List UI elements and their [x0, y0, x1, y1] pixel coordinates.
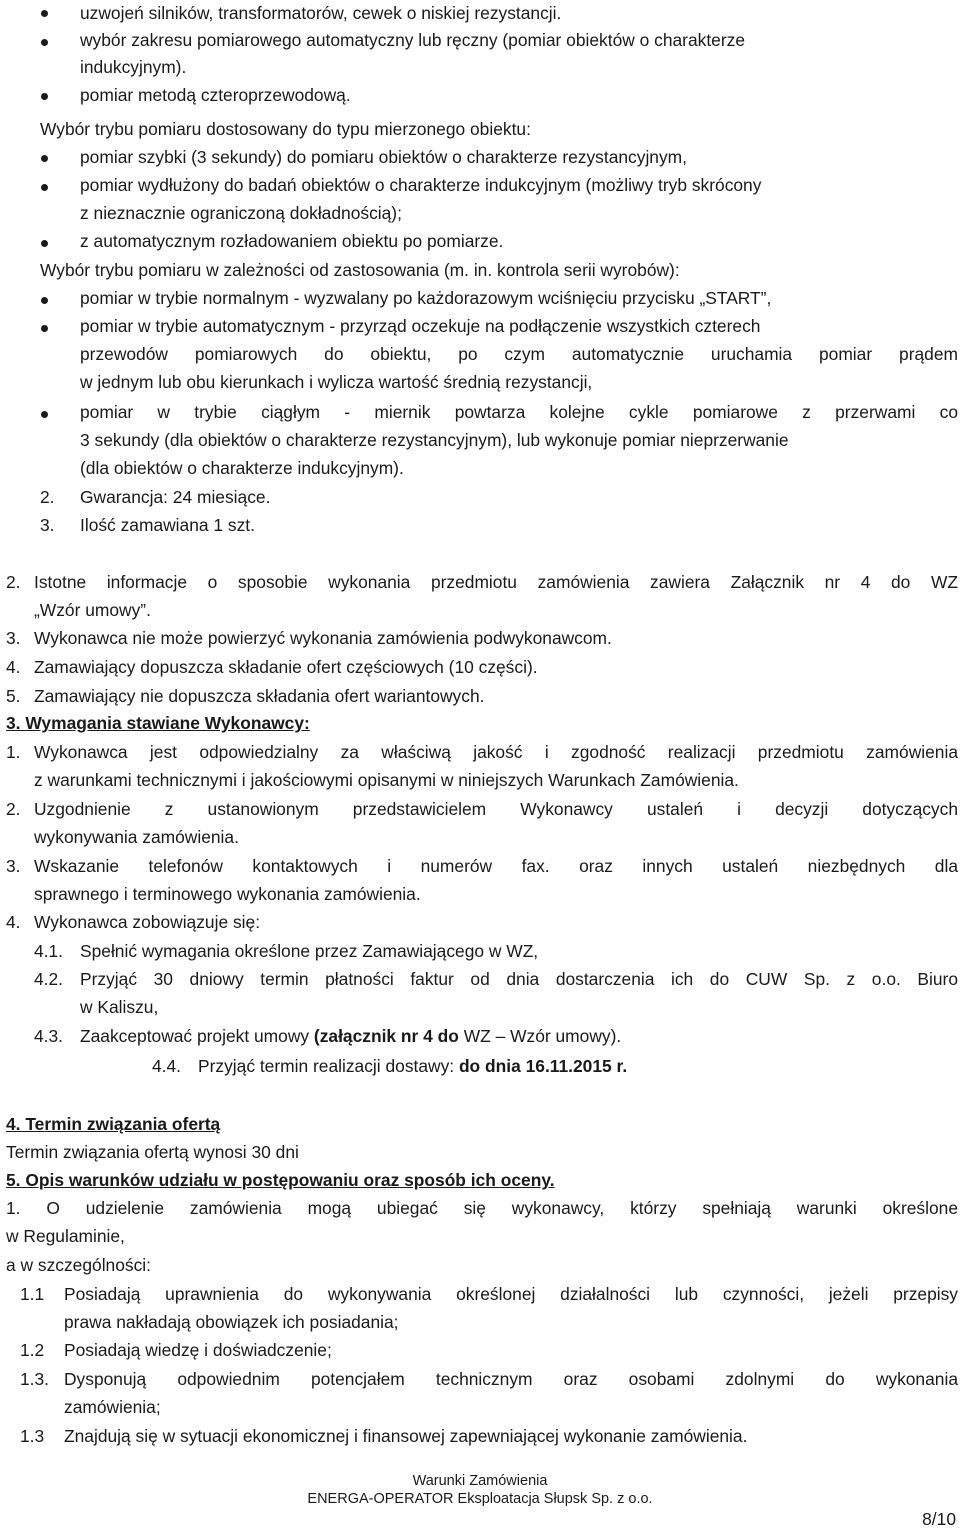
bullet-icon: [41, 93, 48, 100]
bullet-icon: [41, 155, 48, 162]
paragraph: 1. O udzielenie zamówienia mogą ubiegać się wykonawcy, którzy spełniają warunki określone: [6, 1198, 958, 1218]
list-item: Spełnić wymagania określone przez Zamawiającego w WZ,: [80, 941, 539, 961]
mode-item: pomiar wydłużony do badań obiektów o charakterze indukcyjnym (możliwy tryb skrócony: [80, 175, 762, 195]
list-item-cont: sprawnego i terminowego wykonania zamówienia.: [34, 884, 421, 904]
mode-item-cont: z nieznacznie ograniczoną dokładnością);: [80, 203, 402, 223]
list-number: 3.: [6, 856, 21, 876]
paragraph-cont: w Regulaminie,: [6, 1226, 125, 1246]
list-number: 5.: [6, 686, 21, 706]
usage-item-cont: w jednym lub obu kierunkach i wylicza wartość średnią rezystancji,: [80, 372, 593, 392]
list-item: Znajdują się w sytuacji ekonomicznej i finansowej zapewniającej wykonanie zamówienia.: [64, 1426, 748, 1446]
list-item: Posiadają wiedzę i doświadczenie;: [64, 1340, 332, 1360]
list-number: 3.: [40, 515, 55, 535]
bullet-item: uzwojeń silników, transformatorów, cewek o niskiej rezystancji.: [80, 3, 562, 23]
usage-heading: Wybór trybu pomiaru w zależności od zastosowania (m. in. kontrola serii wyrobów):: [40, 260, 680, 280]
bullet-icon: [41, 10, 48, 17]
list-item: Zamawiający nie dopuszcza składania ofert wariantowych.: [34, 686, 485, 706]
list-number: 1.1: [20, 1284, 45, 1304]
usage-item-cont: (dla obiektów o charakterze indukcyjnym).: [80, 458, 404, 478]
text-run: Zaakceptować projekt umowy: [80, 1026, 314, 1046]
section-heading: 3. Wymagania stawiane Wykonawcy:: [6, 713, 310, 733]
list-item: [80, 1025, 621, 1047]
list-number: 1.3: [20, 1426, 45, 1446]
list-item: Wykonawca zobowiązuje się:: [34, 912, 261, 932]
list-item-cont: „Wzór umowy”.: [34, 600, 151, 620]
usage-item: pomiar w trybie normalnym - wyzwalany po każdorazowym wciśnięciu przycisku „START”,: [80, 288, 772, 308]
list-item: Wskazanie telefonów kontaktowych i numerów fax. oraz innych ustaleń niezbędnych dla: [34, 856, 958, 876]
bullet-item: wybór zakresu pomiarowego automatyczny lub ręczny (pomiar obiektów o charakterze: [80, 30, 746, 50]
list-item-cont: prawa nakładają obowiązek ich posiadania;: [64, 1312, 399, 1332]
usage-item-cont: 3 sekundy (dla obiektów o charakterze rezystancyjnym), lub wykonuje pomiar nieprzerwanie: [80, 430, 789, 450]
bullet-icon: [41, 184, 48, 191]
section-heading: 4. Termin związania ofertą: [6, 1114, 221, 1134]
text-run: Przyjąć termin realizacji dostawy:: [198, 1056, 459, 1076]
list-item-cont: wykonywania zamówienia.: [34, 827, 239, 847]
bullet-icon: [41, 297, 48, 304]
paragraph: Termin związania ofertą wynosi 30 dni: [6, 1142, 299, 1162]
list-number: 1.: [6, 742, 21, 762]
list-item-cont: zamówienia;: [64, 1397, 161, 1417]
list-number: 4.: [6, 657, 21, 677]
bullet-item-cont: indukcyjnym).: [80, 57, 187, 77]
list-item-cont: w Kaliszu,: [80, 997, 159, 1017]
bullet-icon: [41, 240, 48, 247]
list-item: Przyjąć 30 dniowy termin płatności faktur od dnia dostarczenia ich do CUW Sp. z o.o. Biuro: [80, 969, 958, 989]
list-item: Gwarancja: 24 miesiące.: [80, 487, 271, 507]
list-item: Istotne informacje o sposobie wykonania przedmiotu zamówienia zawiera Załącznik nr 4 do WZ: [34, 572, 958, 592]
list-item: Uzgodnienie z ustanowionym przedstawicielem Wykonawcy ustaleń i decyzji dotyczących: [34, 799, 958, 819]
mode-item: z automatycznym rozładowaniem obiektu po pomiarze.: [80, 231, 504, 251]
list-item: [198, 1055, 627, 1077]
list-item-cont: z warunkami technicznymi i jakościowymi opisanymi w niniejszych Warunkach Zamówienia.: [34, 770, 739, 790]
list-item: Ilość zamawiana 1 szt.: [80, 515, 255, 535]
list-number: 4.2.: [34, 969, 64, 989]
text-run: WZ – Wzór umowy).: [458, 1026, 622, 1046]
bold-text: (załącznik nr 4 do: [313, 1026, 459, 1046]
bullet-item: pomiar metodą czteroprzewodową.: [80, 85, 351, 105]
bullet-icon: [41, 411, 48, 418]
footer-title: Warunki Zamówienia: [412, 1473, 548, 1489]
list-number: 2.: [6, 799, 21, 819]
bullet-icon: [41, 39, 48, 46]
list-number: 3.: [6, 628, 21, 648]
list-number: 2.: [6, 572, 21, 592]
section-heading: 5. Opis warunków udziału w postępowaniu oraz sposób ich oceny.: [6, 1170, 555, 1190]
list-number: 1.2: [20, 1340, 45, 1360]
list-item: Dysponują odpowiednim potencjałem technicznym oraz osobami zdolnymi do wykonania: [64, 1369, 958, 1389]
list-item: Wykonawca nie może powierzyć wykonania zamówienia podwykonawcom.: [34, 628, 612, 648]
list-number: 4.1.: [34, 941, 64, 961]
bullet-icon: [41, 325, 48, 332]
mode-item: pomiar szybki (3 sekundy) do pomiaru obiektów o charakterze rezystancyjnym,: [80, 147, 687, 167]
list-item: Posiadają uprawnienia do wykonywania określonej działalności lub czynności, jeżeli przepisy: [64, 1284, 958, 1304]
mode-heading: Wybór trybu pomiaru dostosowany do typu mierzonego obiektu:: [40, 119, 531, 139]
bold-text: do dnia 16.11.2015 r.: [458, 1056, 628, 1076]
list-number: 1.3.: [20, 1369, 50, 1389]
usage-item: pomiar w trybie automatycznym - przyrząd oczekuje na podłączenie wszystkich czterech: [80, 316, 761, 336]
list-number: 4.3.: [34, 1026, 64, 1046]
list-item: Wykonawca jest odpowiedzialny za właściwą jakość i zgodność realizacji przedmiotu zamówienia: [34, 742, 958, 762]
paragraph-cont: a w szczególności:: [6, 1255, 151, 1275]
page-number: 8/10: [922, 1509, 956, 1529]
list-number: 4.4.: [152, 1056, 182, 1076]
footer-company: ENERGA-OPERATOR Eksploatacja Słupsk Sp. z o.o.: [307, 1491, 653, 1507]
list-number: 2.: [40, 487, 55, 507]
list-item: Zamawiający dopuszcza składanie ofert częściowych (10 części).: [34, 657, 538, 677]
usage-item-cont: przewodów pomiarowych do obiektu, po czym automatycznie uruchamia pomiar prądem: [80, 344, 958, 364]
list-number: 4.: [6, 912, 21, 932]
usage-item: pomiar w trybie ciągłym - miernik powtarza kolejne cykle pomiarowe z przerwami co: [80, 402, 958, 422]
